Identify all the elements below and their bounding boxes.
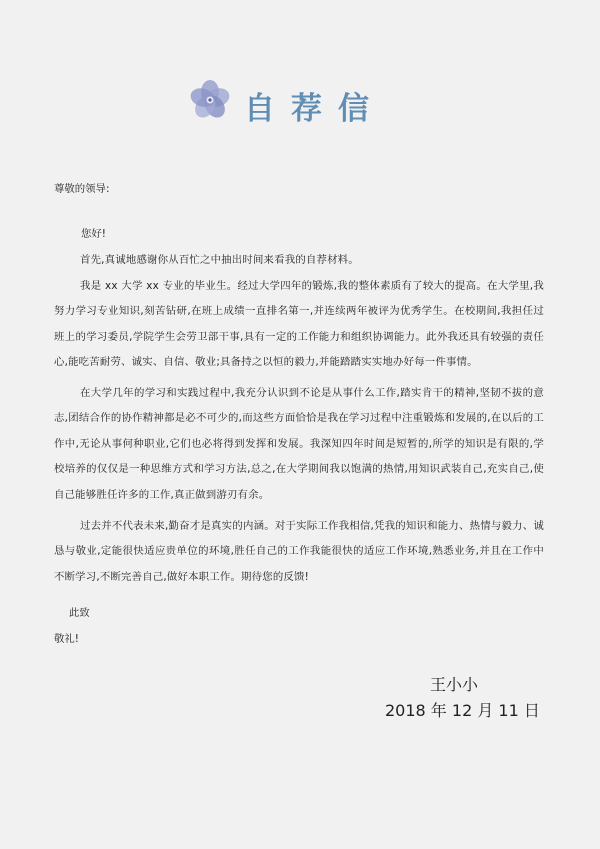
regards: 敬礼! [54,633,79,645]
paragraph-intro: 首先,真诚地感谢你从百忙之中抽出时间来看我的自荐材料。 [80,254,359,266]
greeting: 您好! [81,228,106,240]
flower-icon [188,80,232,120]
paragraph-outlook: 过去并不代表未来,勤奋才是真实的内涵。对于实际工作我相信,凭我的知识和能力、热情与毅力、诚恳与敬业,定能很快适应贵单位的环境,胜任自己的工作我能很快的适应工作环境,熟悉业务,并且在工作中不断学习,不断完善自己,做好本职工作。期待您的反馈! [54,520,544,583]
paragraph-experience: 在大学几年的学习和实践过程中,我充分认识到不论是从事什么工作,踏实肯干的精神,坚韧不拔的意志,团结合作的协作精神都是必不可少的,而这些方面恰恰是我在学习过程中注重锻炼和发展的,在以后的工作中,无论从事何种职业,它们也必将得到发挥和发展。我深知四年时间是短暂的,所学的知识是有限的,学校培养的仅仅是一种思维方式和学习方法,总之,在大学期间我以饱满的热情,用知识武装自己,充实自己,使自己能够胜任许多的工作,真正做到游刃有余。 [54,387,544,501]
signature: 王小小 [430,675,479,694]
closing: 此致 [69,607,90,619]
letter-date: 2018 年 12 月 11 日 [385,701,540,720]
page-title: 自荐信 [244,91,385,127]
paragraph-background: 我是 xx 大学 xx 专业的毕业生。经过大学四年的锻炼,我的整体素质有了较大的提高。在大学里,我努力学习专业知识,刻苦钻研,在班上成绩一直排名第一,并连续两年被评为优秀学生。在校期间,我担任过班上的学习委员,学院学生会劳卫部干事,具有一定的工作能力和组织协调能力。此外我还具有较强的责任心,能吃苦耐劳、诚实、自信、敬业;具备持之以恒的毅力,并能踏踏实实地办好每一件事情。 [54,280,544,369]
salutation: 尊敬的领导: [54,183,110,195]
letter-header [188,80,388,127]
